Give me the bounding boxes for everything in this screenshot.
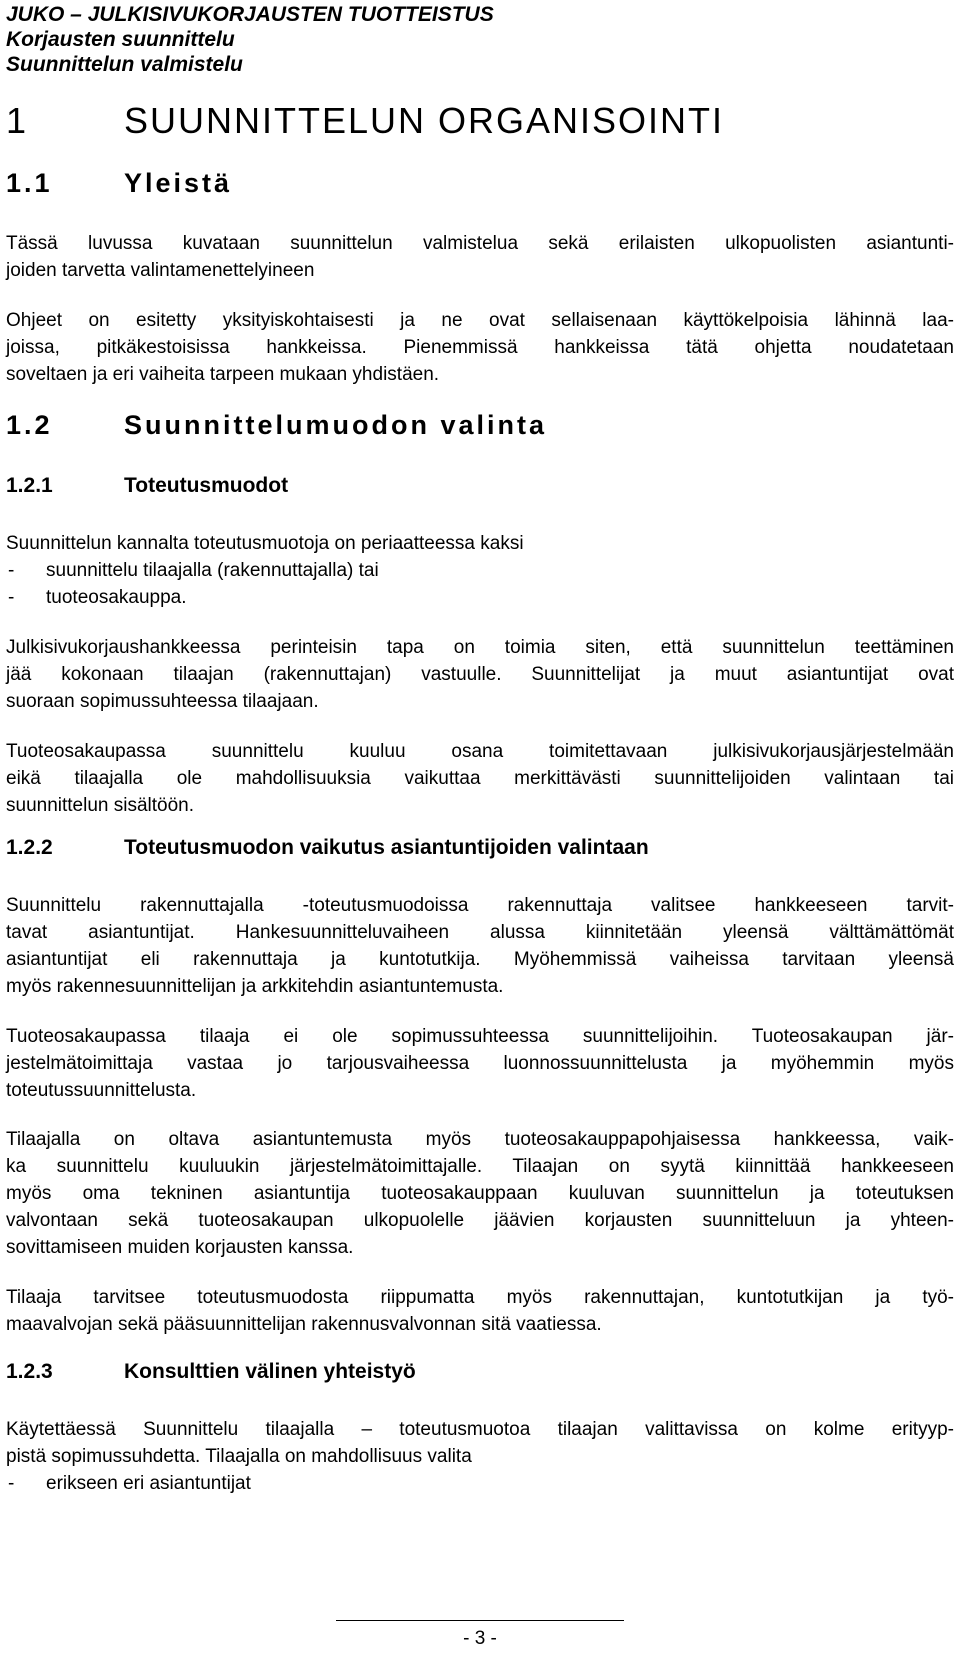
text-line: Suunnittelu rakennuttajalla -toteutusmuodoissa rakennuttaja valitsee hankkeeseen tarvit- [6,895,954,916]
text-line: suunnittelun sisältöön. [6,795,195,816]
section-title: Yleistä [124,168,233,198]
list-item [6,584,379,611]
paragraph-1-2-2-d [6,1284,954,1338]
paragraph-1-2-2-a [6,892,954,1000]
footer-rule [336,1620,624,1621]
header-title: JUKO – JULKISIVUKORJAUSTEN TUOTTEISTUS [6,3,494,26]
text-line: Tuoteosakaupassa tilaaja ei ole sopimussuhteessa suunnittelijoihin. Tuoteosakaupan jär- [6,1026,954,1047]
text-line: pistä sopimussuhdetta. Tilaajalla on mahdollisuus valita [6,1446,472,1467]
subsection-heading-1-2-3 [6,1360,416,1384]
subsection-heading-1-2-2 [6,836,649,860]
chapter-number: 1 [6,100,29,141]
list-dash: - [8,1473,15,1494]
section-title: Suunnittelumuodon valinta [124,410,547,440]
text-line: jää kokonaan tilaajan (rakennuttajan) vastuulle. Suunnittelijat ja muut asiantuntijat ovat [6,664,954,685]
text-line: joissa, pitkäkestoisissa hankkeissa. Pienemmissä hankkeissa tätä ohjetta noudatetaan [6,337,954,358]
chapter-title: SUUNNITTELUN ORGANISOINTI [124,100,725,141]
list-dash: - [8,587,15,608]
text-line: Tässä luvussa kuvataan suunnittelun valmistelua sekä erilaisten ulkopuolisten asiantunti- [6,233,954,254]
paragraph-1-2-1-a [6,634,954,715]
subsection-number: 1.2.2 [6,836,53,859]
paragraph-1-2-1-intro [6,530,954,557]
subsection-heading-1-2-1 [6,474,288,498]
text-line: maavalvojan sekä pääsuunnittelijan rakennusvalvonnan sitä vaatiessa. [6,1314,602,1335]
text-line: ka suunnittelu kuuluukin järjestelmätoimittajalle. Tilaajan on syytä kiinnittää hankkeeseen [6,1156,954,1177]
text-line: Tuoteosakaupassa suunnittelu kuuluu osana toimitettavaan julkisivukorjausjärjestelmään [6,741,954,762]
text-line: eikä tilaajalla ole mahdollisuuksia vaikuttaa merkittävästi suunnittelijoiden valintaan tai [6,768,954,789]
text-line: jestelmätoimittaja vastaa jo tarjousvaiheessa luonnossuunnittelusta ja myöhemmin myös [6,1053,954,1074]
text-line: tavat asiantuntijat. Hankesuunnitteluvaiheen alussa kiinnitetään yleensä välttämättömät [6,922,954,943]
list-item-text: erikseen eri asiantuntijat [46,1473,251,1494]
text-line: Käytettäessä Suunnittelu tilaajalla – toteutusmuotoa tilaajan valittavissa on kolme erityyp- [6,1419,954,1440]
header-subtitle: Korjausten suunnittelu [6,28,235,51]
paragraph-1-1-b [6,307,954,388]
paragraph-1-2-1-b [6,738,954,819]
text-line: asiantuntijat eli rakennuttaja ja kuntotutkija. Myöhemmissä vaiheissa tarvitaan yleensä [6,949,954,970]
section-number: 1.1 [6,168,53,198]
paragraph-1-1-a [6,230,954,284]
page-number: - 3 - [463,1628,497,1649]
chapter-heading [6,100,724,142]
text-line: soveltaen ja eri vaiheita tarpeen mukaan yhdistäen. [6,364,440,385]
section-number: 1.2 [6,410,53,440]
text-line: myös oma tekninen asiantuntija tuoteosakauppaan kuuluvan suunnittelun ja toteutuksen [6,1183,954,1204]
list-item [6,557,379,584]
paragraph-1-2-2-b [6,1023,954,1104]
subsection-number: 1.2.3 [6,1360,53,1383]
list-item [6,1470,251,1497]
paragraph-1-2-2-c [6,1126,954,1261]
section-heading-1-1 [6,168,232,199]
text-line: Tilaaja tarvitsee toteutusmuodosta riippumatta myös rakennuttajan, kuntotutkijan ja työ- [6,1287,954,1308]
subsection-title: Toteutusmuodot [124,474,289,497]
list-1-2-1 [6,557,379,611]
text-line: myös rakennesuunnittelijan ja arkkitehdin asiantuntemusta. [6,976,504,997]
list-1-2-3 [6,1470,251,1497]
text-line: Suunnittelun kannalta toteutusmuotoja on periaatteessa kaksi [6,533,524,554]
list-item-text: suunnittelu tilaajalla (rakennuttajalla) tai [46,560,379,581]
subsection-number: 1.2.1 [6,474,53,497]
text-line: joiden tarvetta valintamenettelyineen [6,260,315,281]
text-line: Julkisivukorjaushankkeessa perinteisin tapa on toimia siten, että suunnittelun teettäminen [6,637,954,658]
text-line: suoraan sopimussuhteessa tilaajaan. [6,691,319,712]
text-line: Ohjeet on esitetty yksityiskohtaisesti ja ne ovat sellaisenaan käyttökelpoisia lähinnä laa- [6,310,954,331]
text-line: Tilaajalla on oltava asiantuntemusta myös tuoteosakauppapohjaisessa hankkeessa, vaik- [6,1129,954,1150]
subsection-title: Konsulttien välinen yhteistyö [124,1360,416,1383]
page-header [6,2,494,77]
list-item-text: tuoteosakauppa. [46,587,187,608]
section-heading-1-2 [6,410,547,441]
text-line: sovittamiseen muiden korjausten kanssa. [6,1237,354,1258]
subsection-title: Toteutusmuodon vaikutus asiantuntijoiden valintaan [124,836,649,859]
text-line: toteutussuunnittelusta. [6,1080,197,1101]
header-section: Suunnittelun valmistelu [6,53,243,76]
list-dash: - [8,560,15,581]
paragraph-1-2-3-a [6,1416,954,1470]
text-line: valvontaan sekä tuoteosakaupan ulkopuolelle jäävien korjausten suunnitteluun ja yhteen- [6,1210,954,1231]
